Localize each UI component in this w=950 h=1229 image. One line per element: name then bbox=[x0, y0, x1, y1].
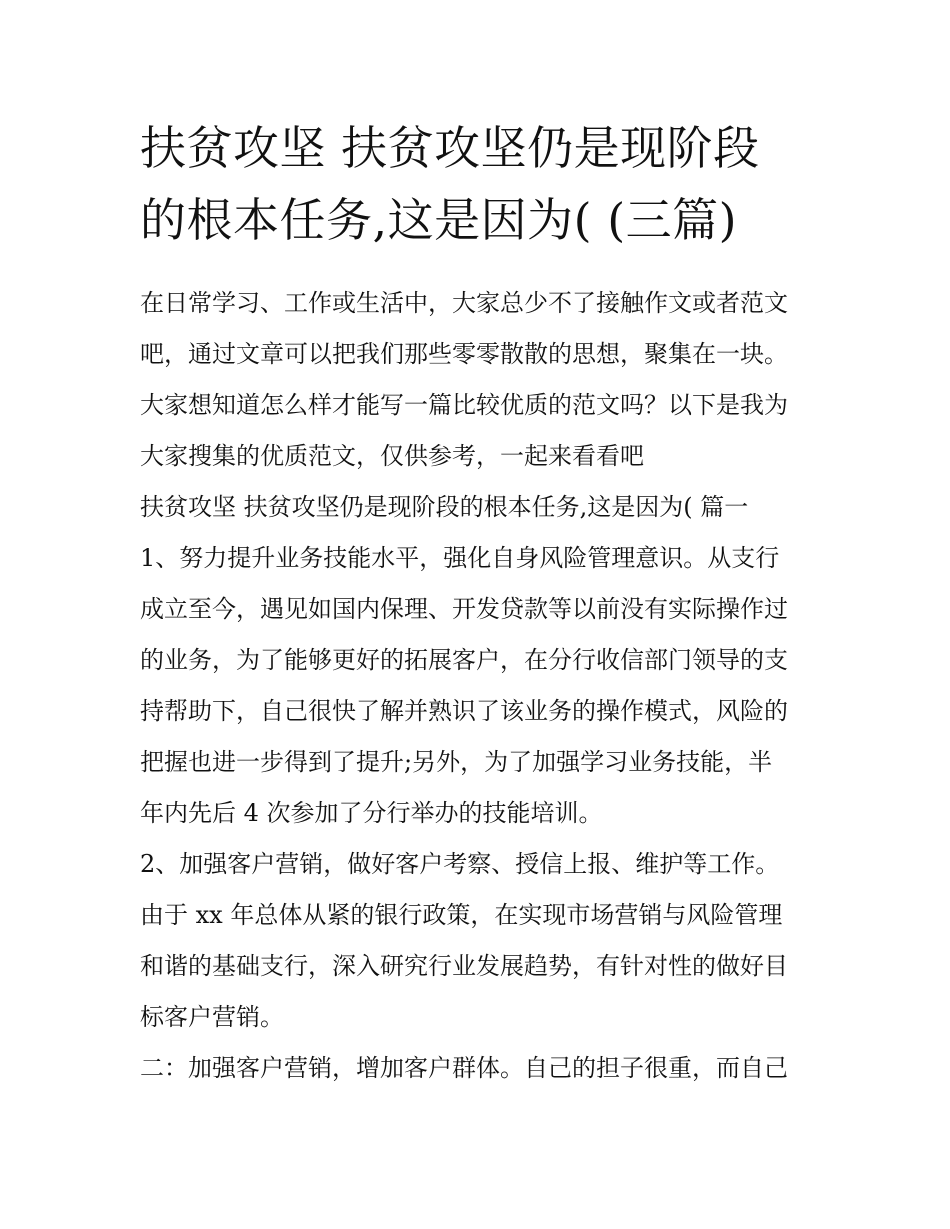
document-page bbox=[140, 112, 820, 1094]
text-line: 由于 xx 年总体从紧的银行政策，在实现市场营销与风险管理 bbox=[140, 901, 783, 929]
text-line: 成立至今，遇见如国内保理、开发贷款等以前没有实际操作过 bbox=[140, 595, 788, 623]
text-line: 2、加强客户营销，做好客户考察、授信上报、维护等工作。 bbox=[140, 850, 780, 878]
document-title bbox=[140, 112, 820, 256]
text-line: 吧，通过文章可以把我们那些零零散散的思想，聚集在一块。 bbox=[140, 340, 788, 368]
text-line: 的业务，为了能够更好的拓展客户，在分行收信部门领导的支 bbox=[140, 646, 788, 674]
title-line-2: 的根本任务,这是因为( (三篇) bbox=[140, 193, 738, 247]
text-line: 和谐的基础支行，深入研究行业发展趋势，有针对性的做好目 bbox=[140, 952, 788, 980]
section-heading: 扶贫攻坚 扶贫攻坚仍是现阶段的根本任务,这是因为( 篇一 bbox=[140, 493, 749, 521]
text-line: 大家想知道怎么样才能写一篇比较优质的范文吗？以下是我为 bbox=[140, 391, 788, 419]
text-line: 把握也进一步得到了提升;另外，为了加强学习业务技能，半 bbox=[140, 748, 773, 776]
text-line: 在日常学习、工作或生活中，大家总少不了接触作文或者范文 bbox=[140, 289, 788, 317]
text-line: 持帮助下，自己很快了解并熟识了该业务的操作模式，风险的 bbox=[140, 697, 788, 725]
text-line: 1、努力提升业务技能水平，强化自身风险管理意识。从支行 bbox=[140, 544, 780, 572]
text-line: 大家搜集的优质范文，仅供参考，一起来看看吧 bbox=[140, 442, 644, 470]
title-line-1: 扶贫攻坚 扶贫攻坚仍是现阶段 bbox=[140, 121, 760, 175]
document-body bbox=[140, 278, 820, 1094]
text-line: 年内先后 4 次参加了分行举办的技能培训。 bbox=[140, 799, 603, 827]
text-line: 标客户营销。 bbox=[140, 1003, 284, 1031]
text-line: 二：加强客户营销，增加客户群体。自己的担子很重，而自己 bbox=[140, 1054, 788, 1082]
